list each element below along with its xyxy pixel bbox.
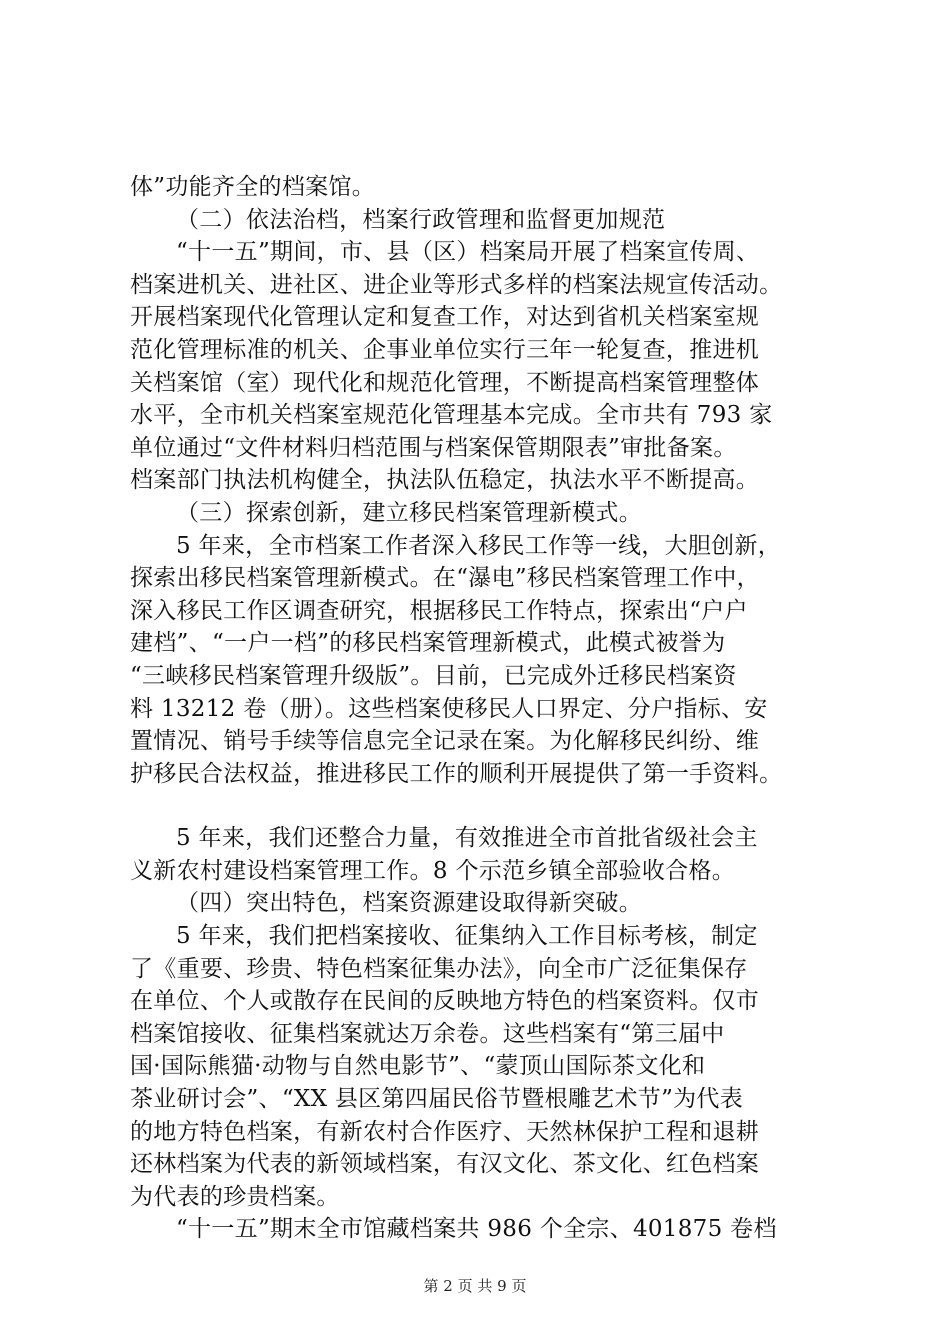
text-line: 档案馆接收、征集档案就达万余卷。这些档案有“第三届中 xyxy=(130,1020,725,1047)
text-line: 档案进机关、进社区、进企业等形式多样的档案法规宣传活动。 xyxy=(130,271,783,298)
text-line: 为代表的珍贵档案。 xyxy=(130,1183,340,1210)
body-text xyxy=(130,171,830,1246)
paragraph-gap xyxy=(130,790,830,822)
text-line: “三峡移民档案管理升级版”。目前，已完成外迁移民档案资 xyxy=(130,662,737,689)
text-line: 了《重要、珍贵、特色档案征集办法》，向全市广泛征集保存 xyxy=(130,955,748,982)
text-line: 茶业研讨会”、“XX 县区第四届民俗节暨根雕艺术节”为代表 xyxy=(130,1086,744,1113)
text-line: 开展档案现代化管理认定和复查工作，对达到省机关档案室规 xyxy=(130,304,760,331)
text-line: 深入移民工作区调查研究，根据移民工作特点，探索出“户户 xyxy=(130,597,748,624)
text-line: 5 年来，全市档案工作者深入移民工作等一线，大胆创新， xyxy=(176,532,782,559)
text-line: 义新农村建设档案管理工作。8 个示范乡镇全部验收合格。 xyxy=(130,857,736,884)
section-heading: （二）依法治档，档案行政管理和监督更加规范 xyxy=(176,206,666,233)
text-line: 置情况、销号手续等信息完全记录在案。为化解移民纠纷、维 xyxy=(130,728,760,755)
text-line: 在单位、个人或散存在民间的反映地方特色的档案资料。仅市 xyxy=(130,988,760,1015)
text-line: 关档案馆（室）现代化和规范化管理，不断提高档案管理整体 xyxy=(130,369,760,396)
text-line: 5 年来，我们把档案接收、征集纳入工作目标考核，制定 xyxy=(176,923,758,950)
text-line: 体”功能齐全的档案馆。 xyxy=(130,174,376,200)
text-line: 国·国际熊猫·动物与自然电影节”、“蒙顶山国际茶文化和 xyxy=(130,1053,706,1080)
text-line: 探索出移民档案管理新模式。在“瀑电”移民档案管理工作中， xyxy=(130,565,760,592)
page-footer: 第 2 页 共 9 页 xyxy=(423,1277,527,1295)
text-line: 还林档案为代表的新领域档案，有汉文化、茶文化、红色档案 xyxy=(130,1151,760,1178)
text-line: 单位通过“文件材料归档范围与档案保管期限表”审批备案。 xyxy=(130,434,737,461)
section-heading: （四）突出特色，档案资源建设取得新突破。 xyxy=(176,890,642,917)
text-line: 护移民合法权益，推进移民工作的顺利开展提供了第一手资料。 xyxy=(130,760,783,787)
text-line: 的地方特色档案，有新农村合作医疗、天然林保护工程和退耕 xyxy=(130,1118,760,1145)
text-line: 档案部门执法机构健全，执法队伍稳定，执法水平不断提高。 xyxy=(130,467,760,494)
text-line: “十一五”期末全市馆藏档案共 986 个全宗、401875 卷档 xyxy=(176,1216,777,1243)
text-line: 范化管理标准的机关、企事业单位实行三年一轮复查，推进机 xyxy=(130,336,760,363)
text-line: 料 13212 卷（册）。这些档案使移民人口界定、分户指标、安 xyxy=(130,695,768,722)
text-line: “十一五”期间，市、县（区）档案局开展了档案宣传周、 xyxy=(176,239,760,266)
text-line: 水平，全市机关档案室规范化管理基本完成。全市共有 793 家 xyxy=(130,402,773,429)
text-line: 5 年来，我们还整合力量，有效推进全市首批省级社会主 xyxy=(176,825,758,852)
section-heading: （三）探索创新，建立移民档案管理新模式。 xyxy=(176,499,642,526)
text-line: 建档”、“一户一档”的移民档案管理新模式，此模式被誉为 xyxy=(130,630,726,657)
